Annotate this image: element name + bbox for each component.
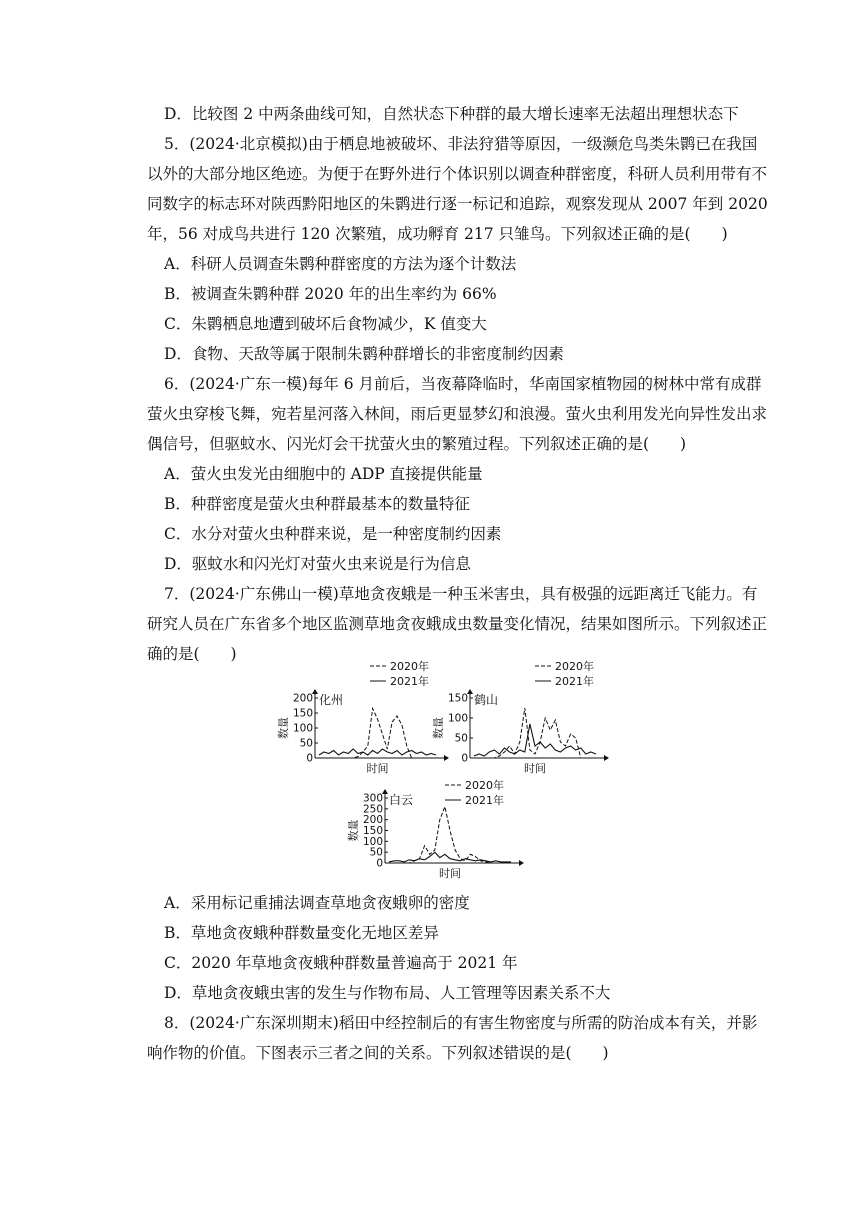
- y-tick-label: 100: [447, 712, 468, 725]
- x-axis-label: 时间: [366, 762, 389, 775]
- y-axis-label: 数量: [432, 717, 445, 739]
- series-line: [389, 852, 511, 862]
- text-line: 8．(2024·广东深圳期末)稻田中经控制后的有害生物密度与所需的防治成本有关，并影: [164, 1014, 758, 1032]
- text-line: 偶信号，但驱蚊水、闪光灯会干扰萤火虫的繁殖过程。下列叙述正确的是( ): [147, 435, 687, 453]
- figure-armyworm-counts: [270, 660, 615, 885]
- panel-title: 鹤山: [474, 693, 499, 707]
- y-tick-label: 150: [447, 692, 468, 705]
- text-line: D．驱蚊水和闪光灯对萤火虫来说是行为信息: [164, 555, 471, 573]
- y-tick-label: 200: [362, 814, 383, 827]
- text-line: B．被调查朱鹮种群 2020 年的出生率约为 66%: [164, 285, 497, 303]
- y-tick-label: 0: [376, 857, 383, 870]
- text-line: A．萤火虫发光由细胞中的 ADP 直接提供能量: [164, 465, 483, 483]
- panel-title: 白云: [389, 793, 414, 807]
- series-line: [319, 749, 436, 755]
- legend-label: 2020年: [390, 660, 429, 673]
- text-line: 以外的大部分地区绝迹。为便于在野外进行个体识别以调查种群密度，科研人员利用带有不: [147, 165, 768, 183]
- legend-label: 2021年: [555, 675, 594, 688]
- y-tick-label: 0: [306, 752, 313, 765]
- x-axis-arrow: [519, 860, 524, 866]
- y-tick-label: 300: [362, 792, 383, 805]
- y-axis-label: 数量: [347, 819, 360, 842]
- series-line: [474, 724, 596, 756]
- series-line: [319, 709, 436, 759]
- legend-label: 2021年: [390, 675, 429, 688]
- y-tick-label: 100: [362, 835, 383, 848]
- text-line: C．水分对萤火虫种群来说，是一种密度制约因素: [164, 525, 502, 543]
- text-line: D．比较图 2 中两条曲线可知，自然状态下种群的最大增长速率无法超出理想状态下: [164, 105, 739, 123]
- legend-label: 2020年: [465, 779, 504, 792]
- text-line: 确的是( ): [147, 645, 237, 663]
- legend-label: 2021年: [465, 794, 504, 807]
- y-tick-label: 0: [461, 752, 468, 765]
- text-line: A．科研人员调查朱鹮种群密度的方法为逐个计数法: [164, 255, 517, 273]
- x-axis-arrow: [604, 755, 609, 761]
- y-tick-label: 50: [369, 846, 383, 859]
- text-line: B．种群密度是萤火虫种群最基本的数量特征: [164, 495, 470, 513]
- text-line: 7．(2024·广东佛山一模)草地贪夜蛾是一种玉米害虫，具有极强的远距离迁飞能力。有: [164, 585, 758, 603]
- text-line: D．食物、天敌等属于限制朱鹮种群增长的非密度制约因素: [164, 345, 564, 363]
- text-line: 5．(2024·北京模拟)由于栖息地被破坏、非法狩猎等原因，一级濒危鸟类朱鹮已在我国: [164, 135, 758, 153]
- text-line: A．采用标记重捕法调查草地贪夜蛾卵的密度: [164, 894, 470, 912]
- y-tick-label: 250: [362, 803, 383, 816]
- y-tick-label: 150: [292, 707, 313, 720]
- y-tick-label: 50: [299, 737, 313, 750]
- x-axis-arrow: [444, 755, 449, 761]
- text-line: 同数字的标志环对陕西黔阳地区的朱鹮进行逐一标记和追踪，观察发现从 2007 年到 2020: [147, 195, 768, 213]
- text-line: 响作物的价值。下图表示三者之间的关系。下列叙述错误的是( ): [147, 1044, 609, 1062]
- text-line: B．草地贪夜蛾种群数量变化无地区差异: [164, 924, 439, 942]
- x-axis-label: 时间: [439, 867, 461, 880]
- text-line: C．朱鹮栖息地遭到破坏后食物减少，K 值变大: [164, 315, 487, 333]
- y-axis-label: 数量: [277, 717, 290, 739]
- text-line: 萤火虫穿梭飞舞，宛若星河落入林间，雨后更显梦幻和浪漫。萤火虫利用发光向异性发出求: [147, 405, 768, 423]
- text-line: 研究人员在广东省多个地区监测草地贪夜蛾成虫数量变化情况，结果如图所示。下列叙述正: [147, 615, 768, 633]
- text-line: C．2020 年草地贪夜蛾种群数量普遍高于 2021 年: [164, 954, 518, 972]
- x-axis-label: 时间: [524, 762, 546, 775]
- legend-label: 2020年: [555, 660, 594, 673]
- y-tick-label: 150: [362, 825, 383, 837]
- panel-title: 化州: [319, 693, 344, 707]
- y-tick-label: 100: [292, 722, 313, 735]
- y-tick-label: 200: [292, 692, 313, 705]
- text-line: D．草地贪夜蛾虫害的发生与作物布局、人工管理等因素关系不大: [164, 984, 611, 1002]
- series-line: [389, 807, 511, 863]
- text-line: 年，56 对成鸟共进行 120 次繁殖，成功孵育 217 只雏鸟。下列叙述正确的是( ): [147, 225, 728, 243]
- text-line: 6．(2024·广东一模)每年 6 月前后，当夜幕降临时，华南国家植物园的树林中常有成群: [164, 375, 762, 393]
- y-tick-label: 50: [454, 732, 468, 745]
